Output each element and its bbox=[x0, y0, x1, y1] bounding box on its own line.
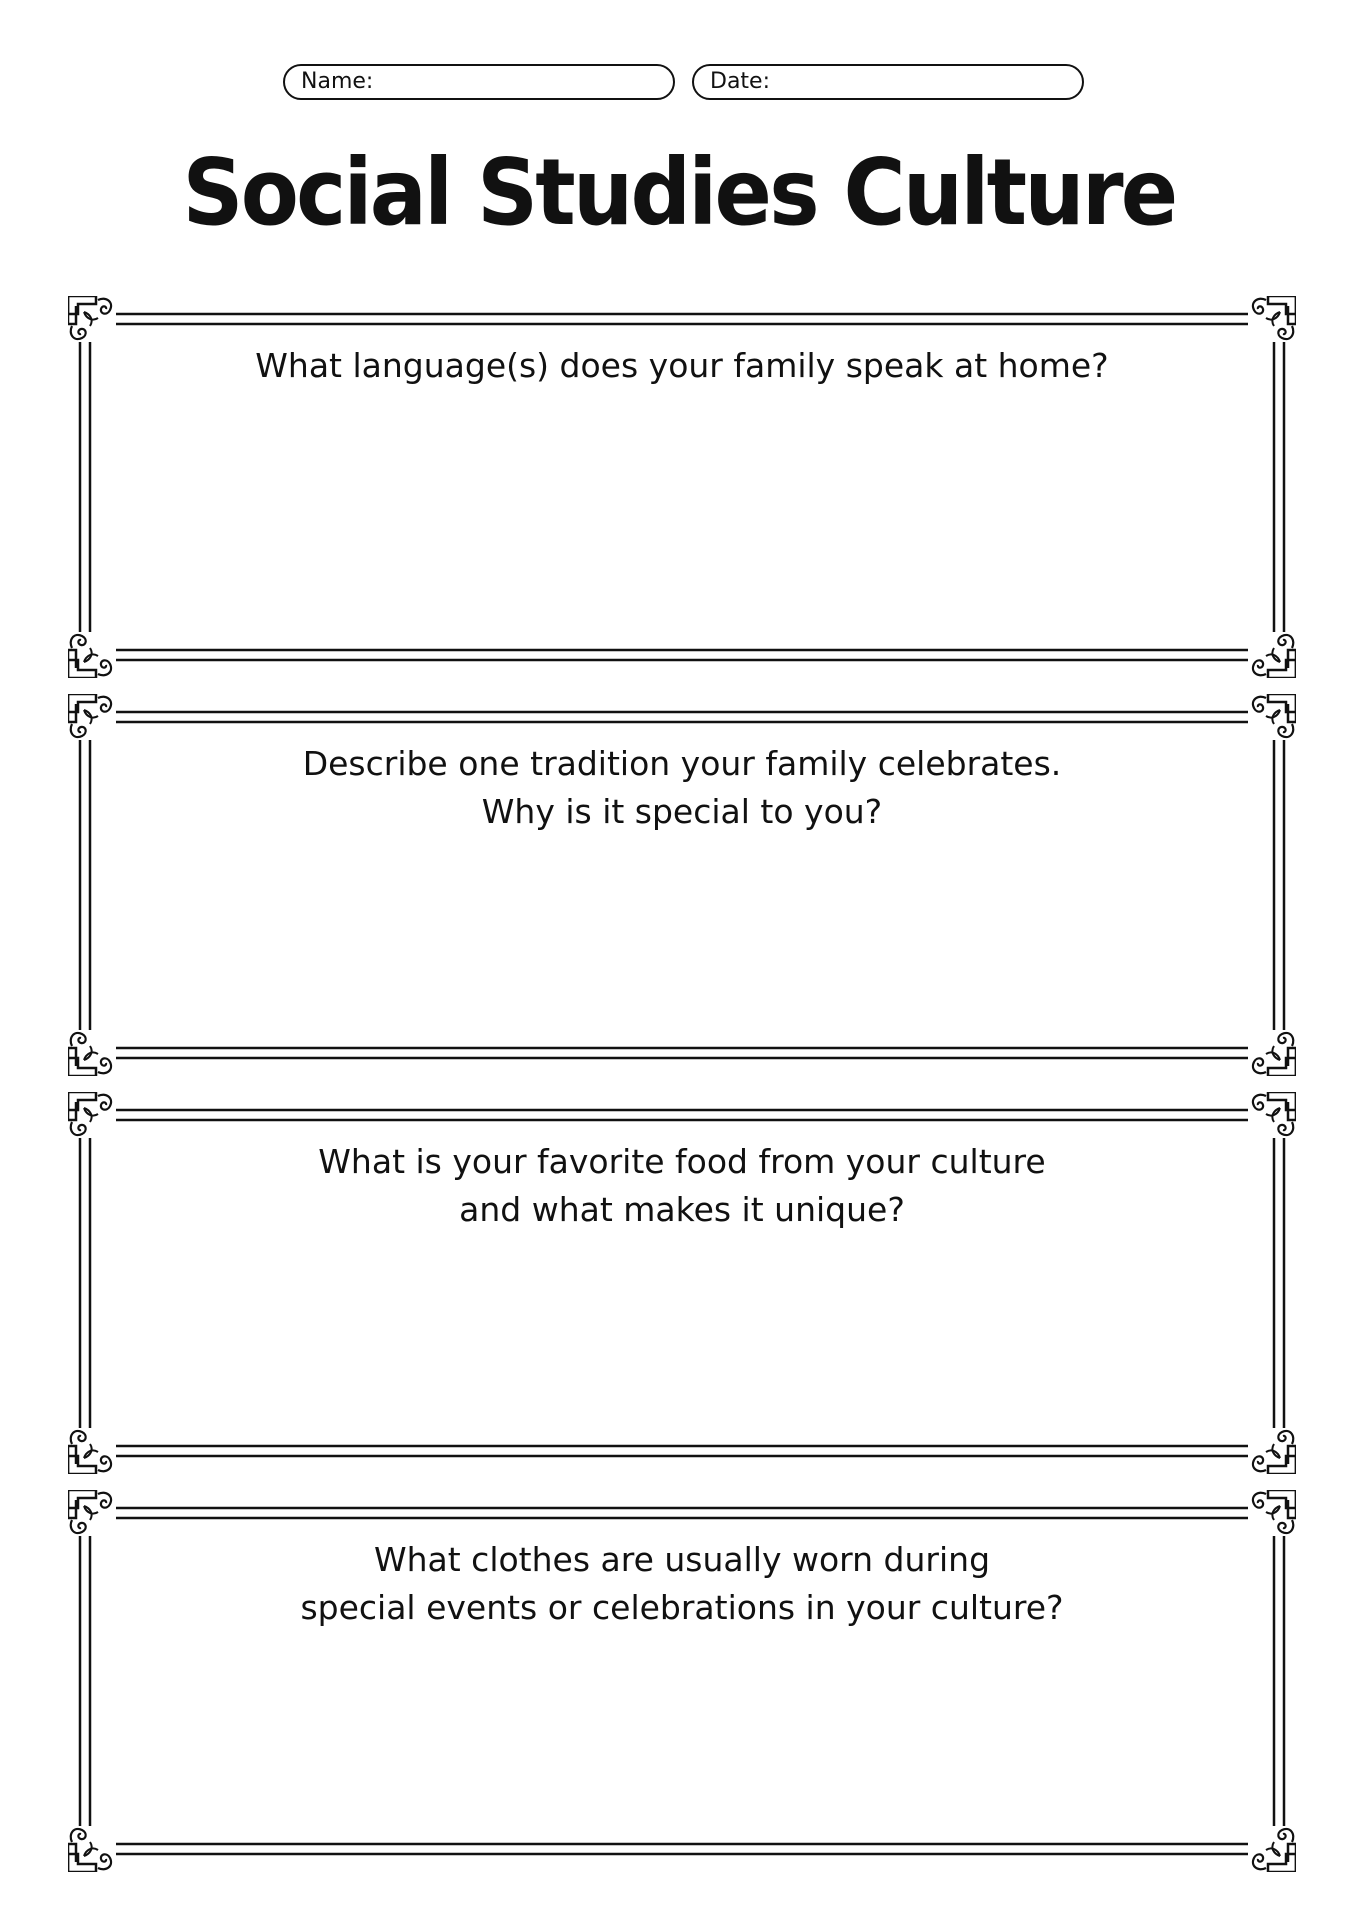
flourish-corner-icon bbox=[1253, 1829, 1296, 1872]
question-text: What is your favorite food from your culture and what makes it unique? bbox=[318, 1142, 1046, 1229]
date-field[interactable] bbox=[692, 64, 1084, 100]
flourish-corner-icon bbox=[68, 694, 111, 737]
flourish-corner-icon bbox=[68, 1431, 111, 1474]
question-text: Describe one tradition your family celebrates. Why is it special to you? bbox=[302, 744, 1062, 831]
question-text: What language(s) does your family speak at home? bbox=[255, 346, 1109, 385]
date-label: Date: bbox=[710, 69, 770, 94]
flourish-corner-icon bbox=[1253, 1431, 1296, 1474]
flourish-corner-icon bbox=[68, 635, 111, 678]
question-box-4[interactable] bbox=[68, 1490, 1296, 1872]
flourish-corner-icon bbox=[68, 1829, 111, 1872]
question-box-2[interactable] bbox=[68, 694, 1296, 1076]
question-box-1[interactable] bbox=[68, 296, 1296, 678]
name-field[interactable] bbox=[283, 64, 675, 100]
flourish-corner-icon bbox=[1253, 1033, 1296, 1076]
flourish-corner-icon bbox=[68, 296, 111, 339]
flourish-corner-icon bbox=[68, 1092, 111, 1135]
name-label: Name: bbox=[301, 69, 374, 94]
flourish-corner-icon bbox=[68, 1033, 111, 1076]
flourish-corner-icon bbox=[1253, 296, 1296, 339]
flourish-corner-icon bbox=[1253, 694, 1296, 737]
flourish-corner-icon bbox=[1253, 635, 1296, 678]
flourish-corner-icon bbox=[1253, 1092, 1296, 1135]
page-title: Social Studies Culture bbox=[182, 139, 1176, 246]
question-text: What clothes are usually worn during special events or celebrations in your culture? bbox=[300, 1540, 1064, 1627]
flourish-corner-icon bbox=[1253, 1490, 1296, 1533]
flourish-corner-icon bbox=[68, 1490, 111, 1533]
question-box-3[interactable] bbox=[68, 1092, 1296, 1474]
